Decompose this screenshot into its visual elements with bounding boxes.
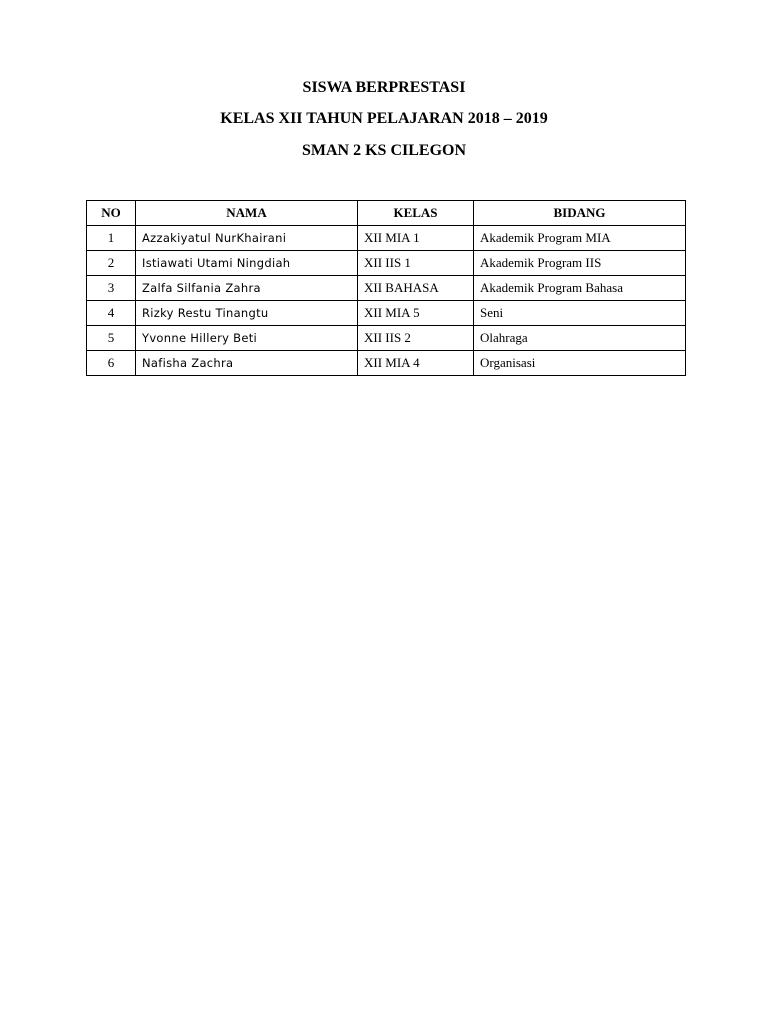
- cell-nama: Rizky Restu Tinangtu: [136, 301, 358, 326]
- student-achievement-table: [86, 200, 686, 376]
- cell-nama: Nafisha Zachra: [136, 351, 358, 376]
- cell-nama: Zalfa Silfania Zahra: [136, 276, 358, 301]
- cell-no: 3: [87, 276, 136, 301]
- header-nama: NAMA: [136, 201, 358, 226]
- table-row: [87, 351, 686, 376]
- header-no: NO: [87, 201, 136, 226]
- header-kelas: KELAS: [358, 201, 474, 226]
- cell-bidang: Akademik Program IIS: [474, 251, 686, 276]
- school-name: SMAN 2 KS CILEGON: [301, 142, 467, 159]
- document-title: SISWA BERPRESTASI: [302, 79, 466, 96]
- cell-bidang: Akademik Program Bahasa: [474, 276, 686, 301]
- cell-no: 2: [87, 251, 136, 276]
- cell-no: 1: [87, 226, 136, 251]
- table-row: [87, 276, 686, 301]
- cell-no: 5: [87, 326, 136, 351]
- cell-kelas: XII MIA 5: [358, 301, 474, 326]
- cell-bidang: Olahraga: [474, 326, 686, 351]
- cell-kelas: XII IIS 1: [358, 251, 474, 276]
- cell-nama: Azzakiyatul NurKhairani: [136, 226, 358, 251]
- table-row: [87, 251, 686, 276]
- cell-no: 4: [87, 301, 136, 326]
- header-bidang: BIDANG: [474, 201, 686, 226]
- cell-bidang: Seni: [474, 301, 686, 326]
- cell-nama: Yvonne Hillery Beti: [136, 326, 358, 351]
- cell-kelas: XII MIA 4: [358, 351, 474, 376]
- cell-kelas: XII MIA 1: [358, 226, 474, 251]
- cell-bidang: Organisasi: [474, 351, 686, 376]
- cell-nama: Istiawati Utami Ningdiah: [136, 251, 358, 276]
- table-row: [87, 226, 686, 251]
- table-row: [87, 326, 686, 351]
- cell-kelas: XII IIS 2: [358, 326, 474, 351]
- cell-bidang: Akademik Program MIA: [474, 226, 686, 251]
- cell-kelas: XII BAHASA: [358, 276, 474, 301]
- cell-no: 6: [87, 351, 136, 376]
- document-subtitle: KELAS XII TAHUN PELAJARAN 2018 – 2019: [220, 110, 548, 127]
- table-header-row: [87, 201, 686, 226]
- table-row: [87, 301, 686, 326]
